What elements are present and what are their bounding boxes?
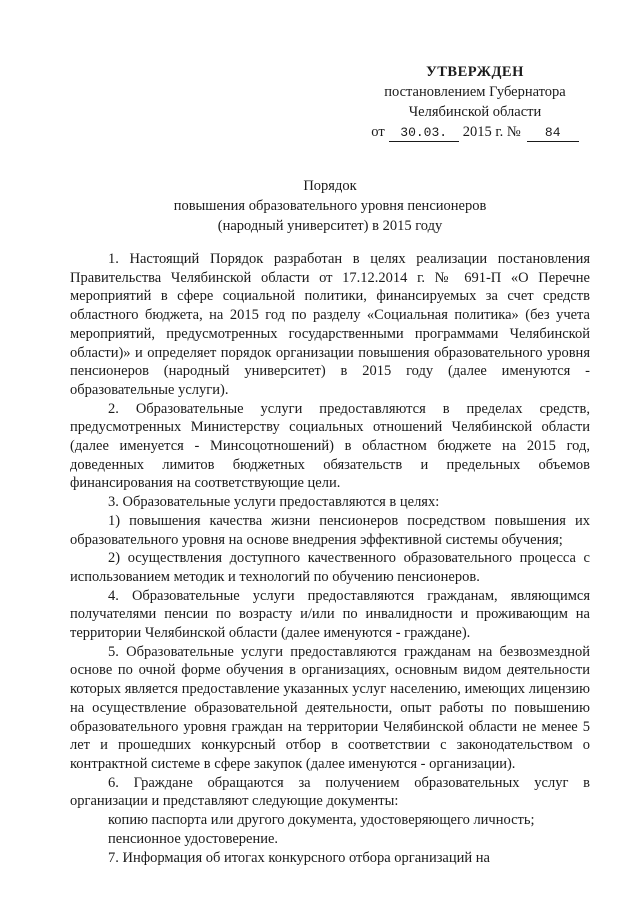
paragraph-5: 5. Образовательные услуги предоставляются гражданам на безвозмездной основе по очной форме обучения в организациях, основным видом деятельности которых является предоставление указанных услуг населению, имеющих лицензию на осуществление образовательной деятельности, опыт работы по повышению образовательного уровня граждан на территории Челябинской области не менее 5 лет и прошедших конкурсный отбор в соответствии с законодательством о контрактной системе в сфере закупок (далее именуются - организации). (70, 643, 590, 772)
paragraph-7: 7. Информация об итогах конкурсного отбора организаций на (108, 849, 490, 866)
paragraph-6-item-1: копию паспорта или другого документа, удостоверяющего личность; (108, 812, 535, 829)
paragraph-1: 1. Настоящий Порядок разработан в целях реализации постановления Правительства Челябинской области от 17.12.2014 г. № 691-П «О Перечне мероприятий в сфере социальной политики, финансируемых за счет средств областного бюджета, на 2015 год по разделу «Социальная политика» (без учета мероприятий, предусмотренных государственными программами Челябинской области)» и определяет порядок организации повышения образовательного уровня пенсионеров (народный университет) в 2015 году (далее именуются - образовательные услуги). (70, 251, 590, 398)
paragraph-3-item-1: 1) повышения качества жизни пенсионеров посредством повышения их образовательного уровня на основе внедрения эффективной системы обучения; (70, 512, 590, 548)
approval-date-line (360, 122, 590, 142)
paragraph-4: 4. Образовательные услуги предоставляются гражданам, являющимся получателями пенсии по возрасту и/или по инвалидности и проживающим на территории Челябинской области (далее именуются - граждане). (70, 587, 590, 642)
approval-line-2: Челябинской области (408, 104, 542, 120)
approval-heading: УТВЕРЖДЕН (426, 64, 524, 80)
paragraph-6: 6. Граждане обращаются за получением образовательных услуг в организации и представляют следующие документы: (70, 774, 590, 810)
paragraph-3-item-2: 2) осуществления доступного качественного образовательного процесса с использованием методик и технологий по обучению пенсионеров. (70, 550, 590, 585)
paragraph-6-item-2: пенсионное удостоверение. (108, 830, 279, 847)
approval-date-value: 30.03. (389, 125, 459, 142)
approval-number-value: 84 (527, 125, 579, 142)
title-line-2: повышения образовательного уровня пенсионеров (173, 198, 487, 214)
paragraph-2: 2. Образовательные услуги предоставляются в пределах средств, предусмотренных Министерству социальных отношений Челябинской области (далее именуется - Минсоцотношений) в областном бюджете на 2015 год, доведенных лимитов бюджетных обязательств и предельных объемов финансирования на соответствующие цели. (70, 400, 590, 492)
approval-year-text: 2015 г. № (462, 124, 521, 140)
title-line-3: (народный университет) в 2015 году (217, 218, 443, 234)
approval-stamp (360, 62, 590, 142)
document-title (70, 176, 590, 236)
title-line-1: Порядок (303, 178, 357, 194)
paragraph-3: 3. Образовательные услуги предоставляются в целях: (108, 494, 440, 511)
approval-line-1: постановлением Губернатора (384, 84, 566, 100)
approval-date-prefix: от (371, 124, 385, 140)
document-body (70, 250, 590, 867)
